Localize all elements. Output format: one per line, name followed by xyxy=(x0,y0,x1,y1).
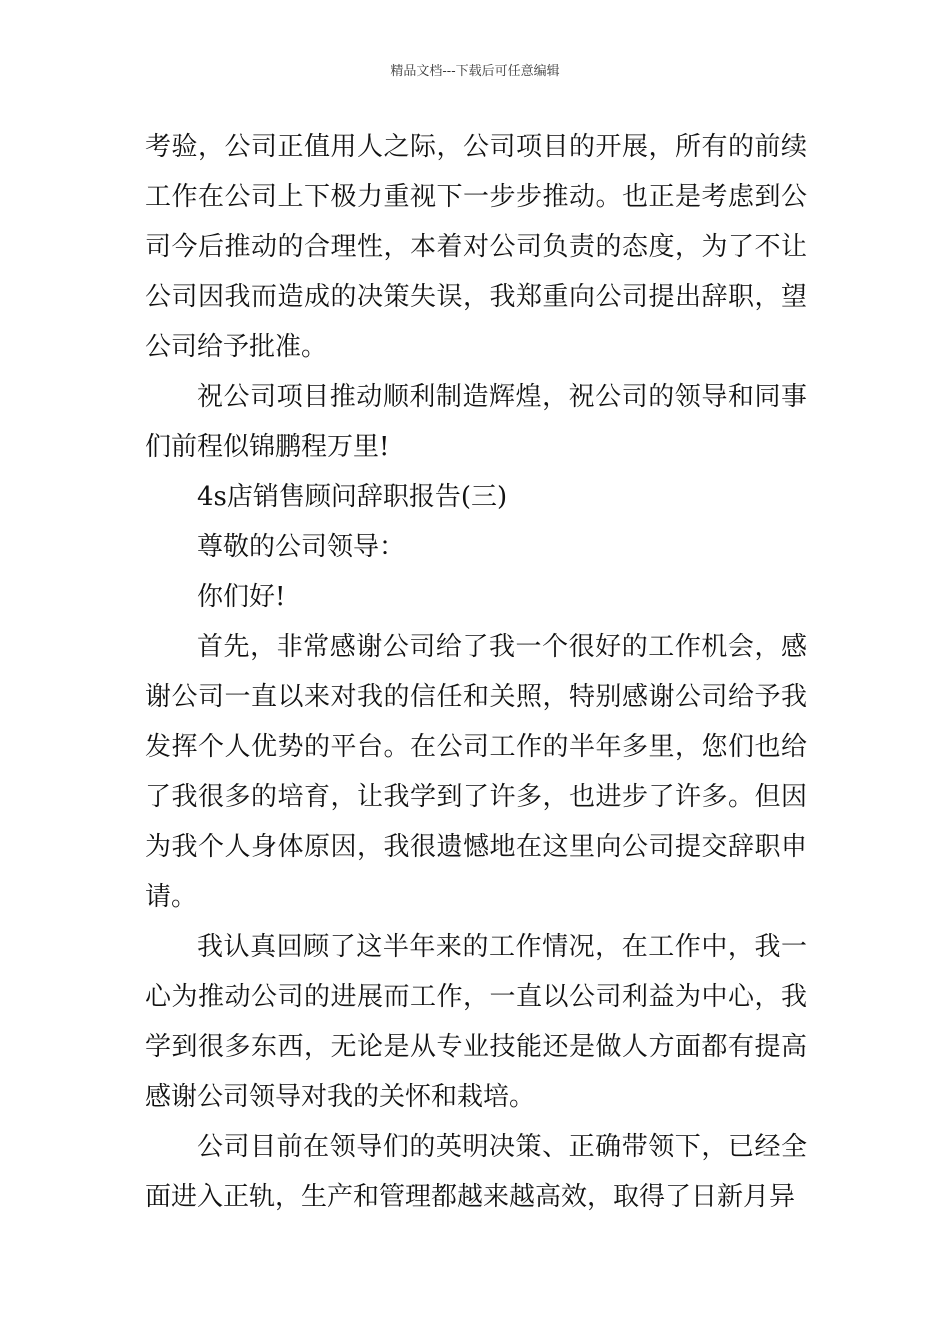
paragraph-1: 考验，公司正值用人之际，公司项目的开展，所有的前续工作在公司上下极力重视下一步步推动。也正是考虑到公司今后推动的合理性，本着对公司负责的态度，为了不让公司因我而造成的决策失误，我郑重向公司提出辞职，望公司给予批准。 xyxy=(145,132,807,362)
section-title: 4s店销售顾问辞职报告(三) xyxy=(197,482,508,512)
document-body xyxy=(145,122,807,1222)
salutation: 尊敬的公司领导： xyxy=(197,532,406,562)
paragraph-7: 我认真回顾了这半年来的工作情况，在工作中，我一心为推动公司的进展而工作，一直以公司利益为中心，我学到很多东西，无论是从专业技能还是做人方面都有提高感谢公司领导对我的关怀和栽培。 xyxy=(145,932,807,1112)
paragraph-6: 首先，非常感谢公司给了我一个很好的工作机会，感谢公司一直以来对我的信任和关照，特别感谢公司给予我发挥个人优势的平台。在公司工作的半年多里，您们也给了我很多的培育，让我学到了许多，也进步了许多。但因为我个人身体原因，我很遗憾地在这里向公司提交辞职申请。 xyxy=(145,632,807,912)
paragraph-2: 祝公司项目推动顺利制造辉煌，祝公司的领导和同事们前程似锦鹏程万里! xyxy=(145,382,807,462)
page-header: 精品文档---下载后可任意编辑 xyxy=(390,64,560,79)
greeting: 你们好! xyxy=(197,582,286,612)
paragraph-8: 公司目前在领导们的英明决策、正确带领下，已经全面进入正轨，生产和管理都越来越高效，取得了日新月异 xyxy=(145,1132,807,1212)
